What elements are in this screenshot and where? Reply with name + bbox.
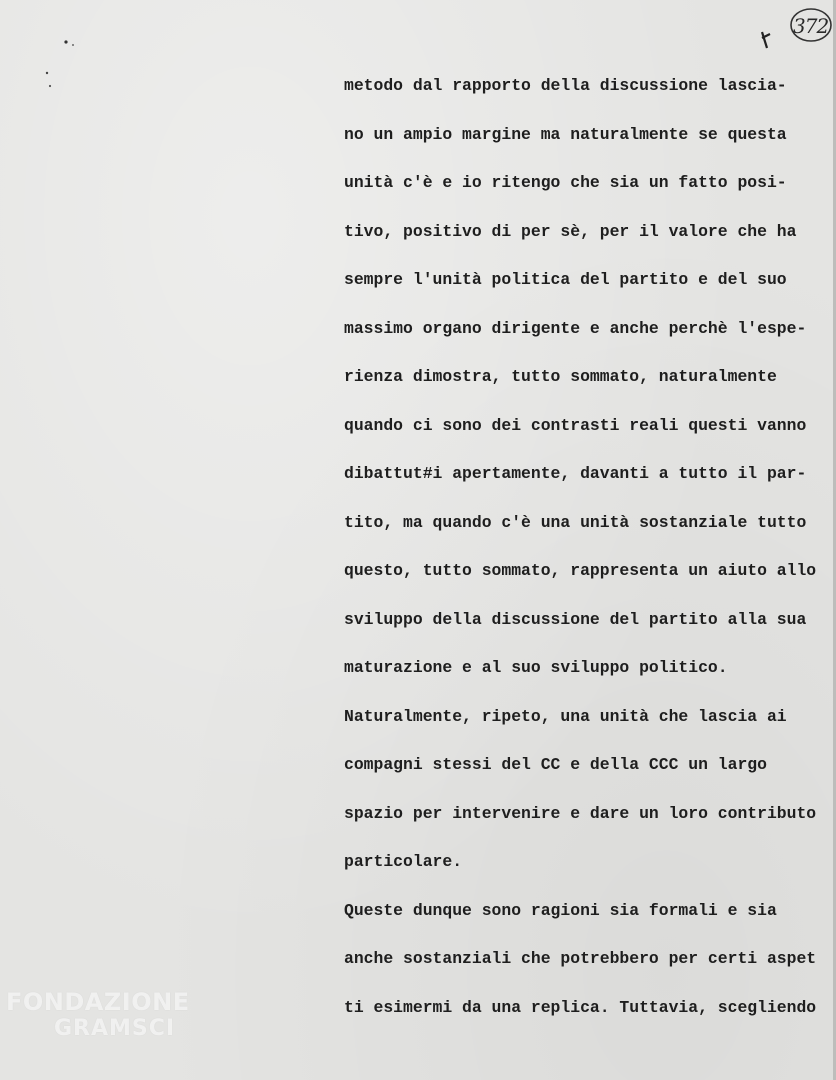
text-line: tivo, positivo di per sè, per il valore che ha xyxy=(344,221,797,241)
typewritten-text xyxy=(344,72,830,1042)
text-line: tito, ma quando c'è una unità sostanziale tutto xyxy=(344,512,807,532)
text-line: sviluppo della discussione del partito alla sua xyxy=(344,609,807,629)
text-line: spazio per intervenire e dare un loro contributo xyxy=(344,803,817,823)
paper-specks xyxy=(40,36,90,96)
text-line: metodo dal rapporto della discussione lascia- xyxy=(344,76,787,95)
text-line: compagni stessi del CC e della CCC un largo xyxy=(344,755,767,774)
text-line: unità c'è e io ritengo che sia un fatto posi- xyxy=(344,173,787,192)
page-number: 372 xyxy=(793,14,829,38)
text-line: ti esimermi da una replica. Tuttavia, scegliendo xyxy=(344,997,817,1017)
text-line: Queste dunque sono ragioni sia formali e sia xyxy=(344,900,777,920)
text-line: maturazione e al suo sviluppo politico. xyxy=(344,658,728,677)
text-line: no un ampio margine ma naturalmente se questa xyxy=(344,124,787,144)
text-line: questo, tutto sommato, rappresenta un aiuto allo xyxy=(344,561,817,580)
text-line: anche sostanziali che potrebbero per certi aspet xyxy=(344,949,817,968)
watermark-line-1: FONDAZIONE xyxy=(6,988,190,1016)
text-line: Naturalmente, ripeto, una unità che lascia ai xyxy=(344,706,787,726)
watermark-line-2: GRAMSCI xyxy=(54,1016,176,1041)
text-line: rienza dimostra, tutto sommato, naturalmente xyxy=(344,367,777,386)
text-line: dibattut#i apertamente, davanti a tutto il par- xyxy=(344,464,807,483)
text-line: quando ci sono dei contrasti reali questi vanno xyxy=(344,415,807,435)
fondazione-gramsci-watermark xyxy=(6,988,216,1058)
text-line: massimo organo dirigente e anche perchè l'espe- xyxy=(344,318,807,338)
text-line: particolare. xyxy=(344,852,463,871)
text-line: sempre l'unità politica del partito e del suo xyxy=(344,270,787,289)
